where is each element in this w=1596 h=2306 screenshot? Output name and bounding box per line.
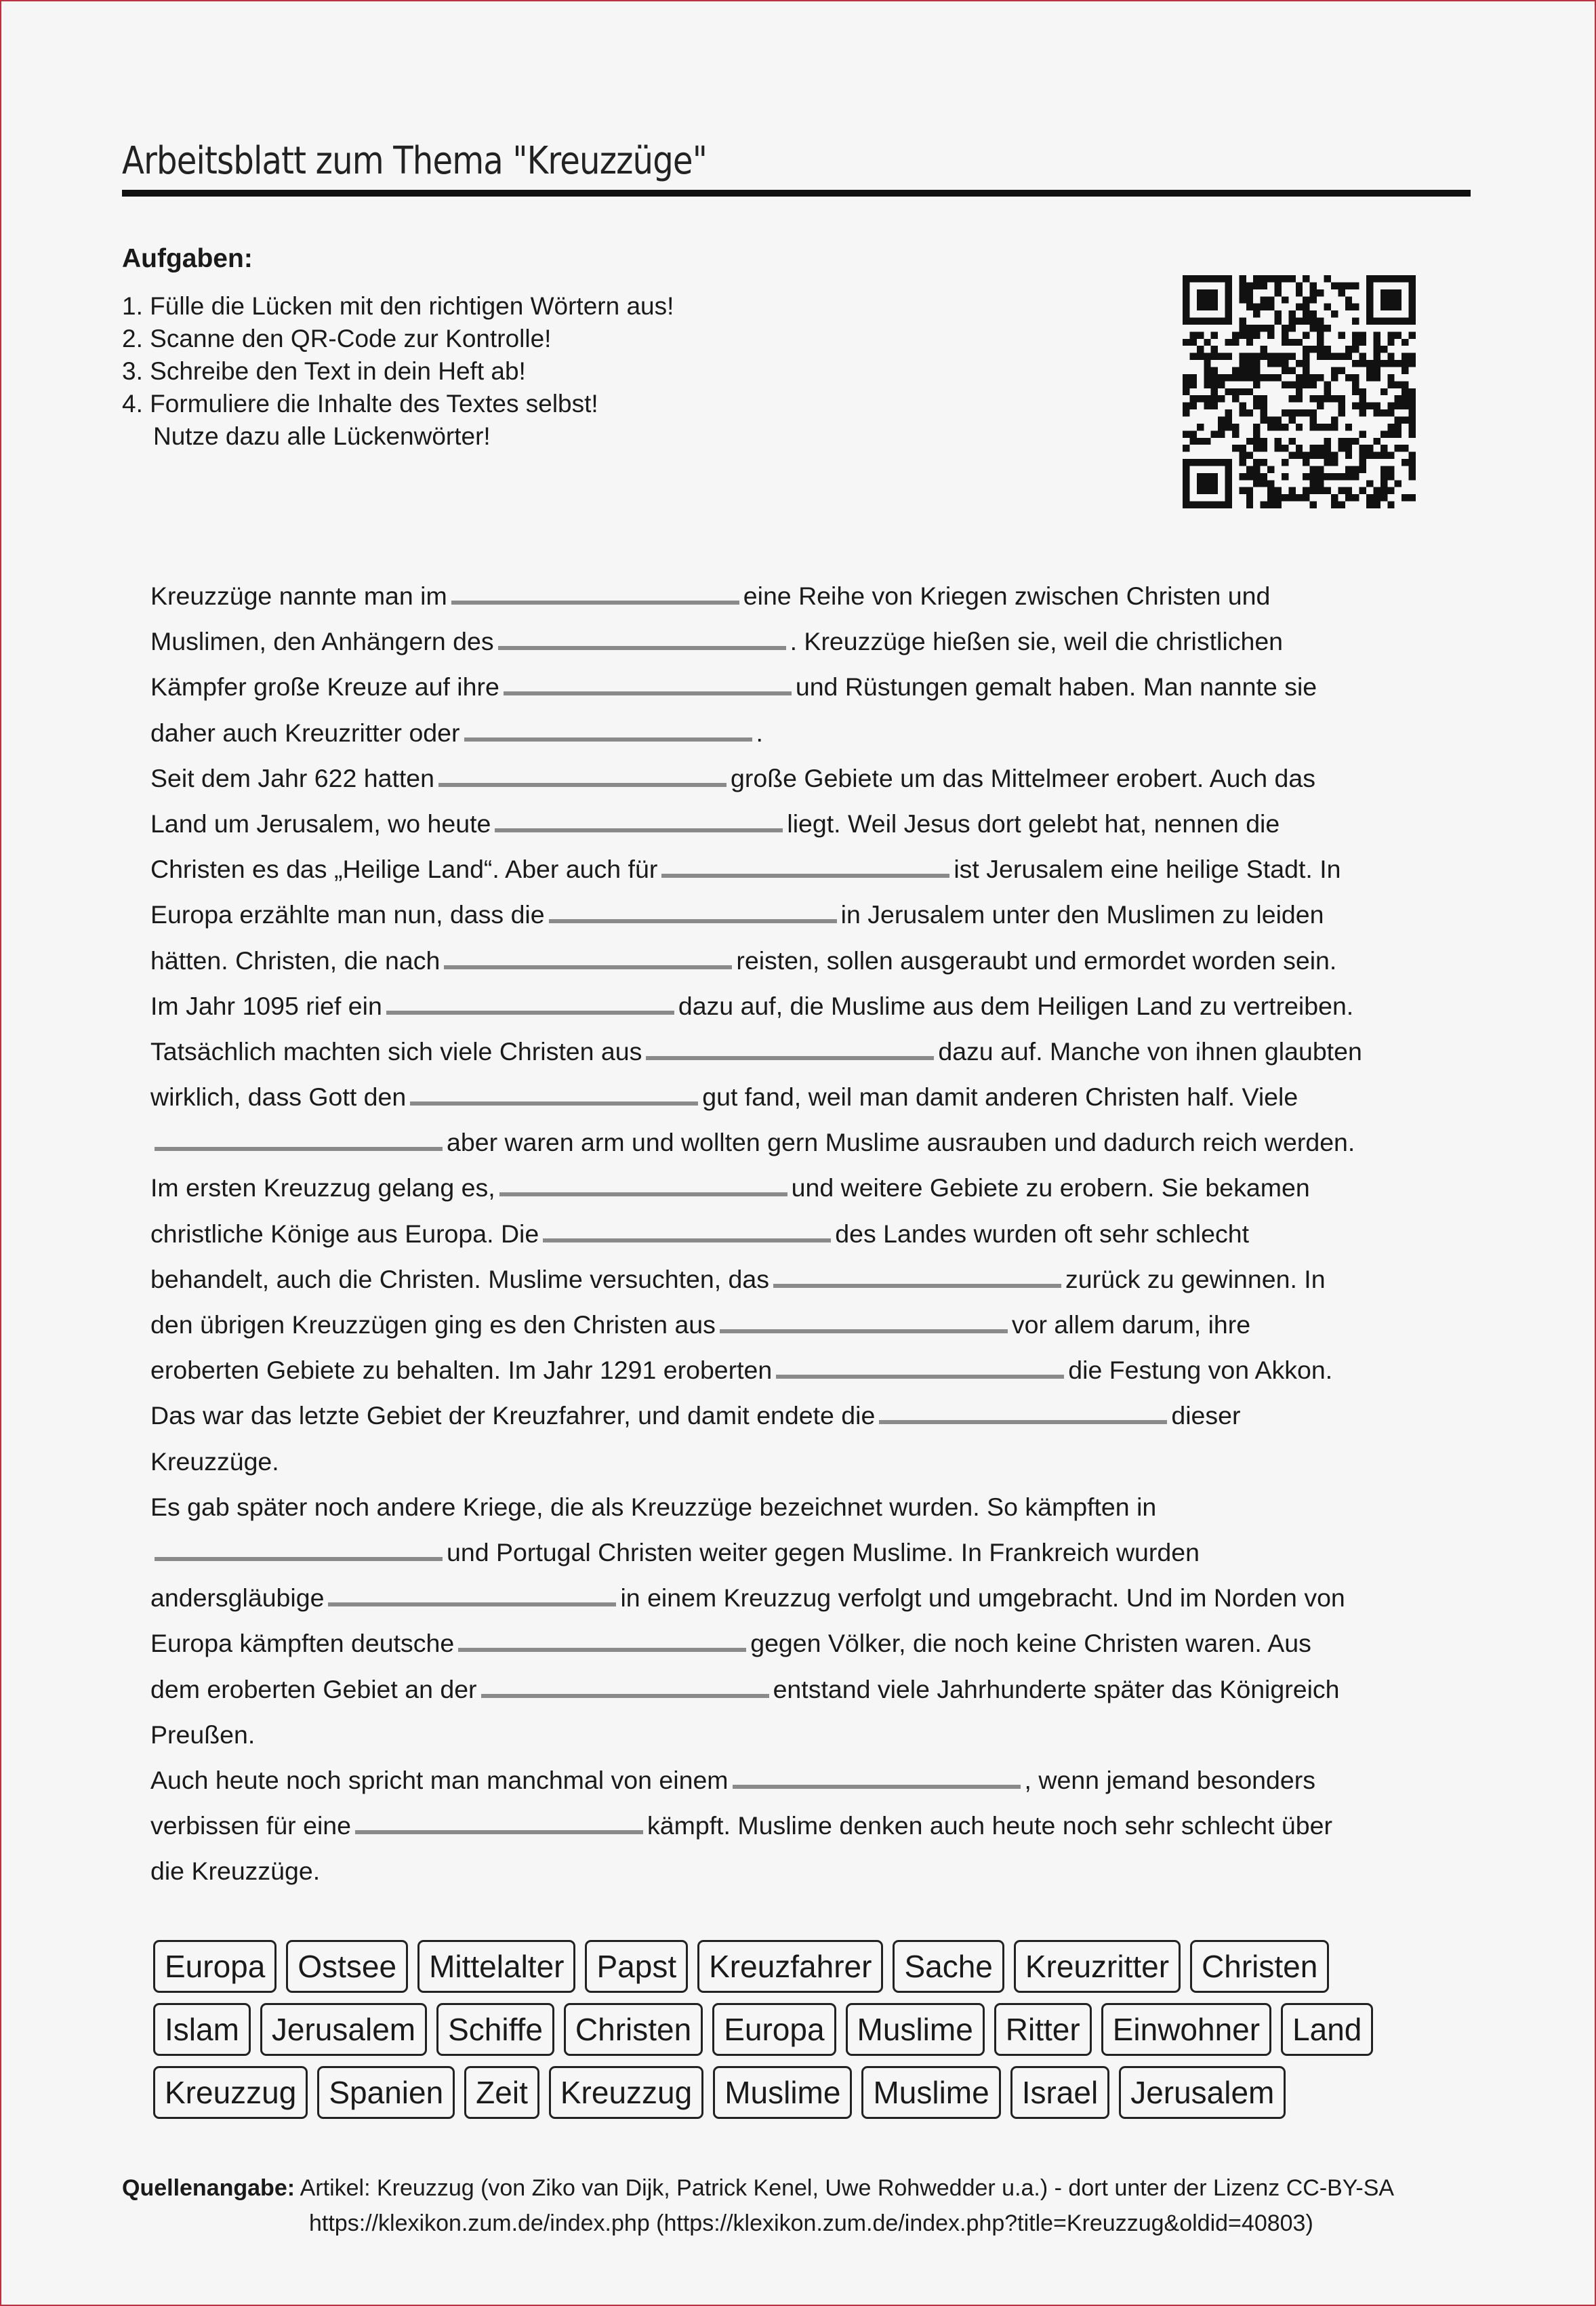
tasks-heading: Aufgaben: xyxy=(122,244,253,273)
text-segment: , wenn jemand besonders xyxy=(1024,1765,1315,1794)
blank-field[interactable] xyxy=(458,1641,746,1652)
text-line xyxy=(150,1803,1465,1848)
blank-field[interactable] xyxy=(504,685,792,695)
text-line xyxy=(150,573,1465,619)
word-chip[interactable]: Islam xyxy=(153,2003,251,2056)
word-chip[interactable]: Europa xyxy=(153,1940,277,1993)
text-line xyxy=(150,1302,1465,1348)
word-chip[interactable]: Muslime xyxy=(861,2066,1000,2119)
tasks-list xyxy=(122,290,674,453)
text-line xyxy=(150,1257,1465,1302)
blank-field[interactable] xyxy=(355,1823,643,1834)
text-segment: entstand viele Jahrhunderte später das Königreich xyxy=(773,1674,1340,1703)
text-line xyxy=(150,1393,1465,1438)
qr-code-icon[interactable] xyxy=(1183,271,1416,512)
text-segment: Kreuzzüge. xyxy=(150,1447,279,1476)
text-segment: des Landes wurden oft sehr schlecht xyxy=(835,1219,1250,1248)
task-item-continuation: Nutze dazu alle Lückenwörter! xyxy=(153,422,491,450)
task-item: 2. Scanne den QR-Code zur Kontrolle! xyxy=(122,325,552,352)
text-line xyxy=(150,1120,1465,1165)
blank-field[interactable] xyxy=(451,594,739,605)
text-segment: wirklich, dass Gott den xyxy=(150,1083,407,1112)
text-segment: zurück zu gewinnen. In xyxy=(1065,1264,1326,1293)
text-segment: in Jerusalem unter den Muslimen zu leiden xyxy=(840,900,1324,929)
blank-field[interactable] xyxy=(464,731,752,742)
word-bank-row xyxy=(153,1940,1441,1991)
text-segment: Europa erzählte man nun, dass die xyxy=(150,900,545,929)
text-segment: Muslimen, den Anhängern des xyxy=(150,627,494,656)
blank-field[interactable] xyxy=(495,822,783,832)
word-chip[interactable]: Papst xyxy=(585,1940,688,1993)
source-label: Quellenangabe: xyxy=(122,2175,295,2201)
word-chip[interactable]: Jerusalem xyxy=(1119,2066,1286,2119)
text-segment: kämpft. Muslime denken auch heute noch sehr schlecht über xyxy=(647,1811,1332,1840)
text-segment: Preußen. xyxy=(150,1720,255,1749)
text-segment: Auch heute noch spricht man manchmal von einem xyxy=(150,1765,729,1794)
word-chip[interactable]: Land xyxy=(1281,2003,1373,2056)
word-chip[interactable]: Einwohner xyxy=(1101,2003,1271,2056)
text-segment: und weitere Gebiete zu erobern. Sie bekamen xyxy=(791,1173,1310,1202)
text-segment: . xyxy=(756,718,763,747)
blank-field[interactable] xyxy=(661,867,949,878)
text-segment: Tatsächlich machten sich viele Christen aus xyxy=(150,1036,642,1066)
blank-field[interactable] xyxy=(498,639,786,650)
blank-field[interactable] xyxy=(773,1277,1061,1288)
text-segment: eroberten Gebiete zu behalten. Im Jahr 1291 eroberten xyxy=(150,1356,773,1385)
blank-field[interactable] xyxy=(155,1550,443,1561)
text-segment: andersgläubige xyxy=(150,1583,325,1613)
text-line xyxy=(150,1758,1465,1803)
blank-field[interactable] xyxy=(776,1368,1064,1379)
text-line xyxy=(150,1439,1465,1484)
word-chip[interactable]: Ritter xyxy=(994,2003,1092,2056)
blank-field[interactable] xyxy=(155,1140,443,1151)
source-line-1: Artikel: Kreuzzug (von Ziko van Dijk, Patrick Kenel, Uwe Rohwedder u.a.) - dort unter der Lizenz CC-BY-SA xyxy=(300,2175,1395,2201)
text-line xyxy=(150,1621,1465,1666)
word-chip[interactable]: Kreuzritter xyxy=(1014,1940,1181,1993)
text-segment: Im ersten Kreuzzug gelang es, xyxy=(150,1173,495,1202)
blank-field[interactable] xyxy=(646,1049,934,1060)
source-attribution xyxy=(122,2170,1394,2241)
cloze-text xyxy=(150,573,1465,1894)
text-line xyxy=(150,664,1465,710)
word-chip[interactable]: Kreuzzug xyxy=(153,2066,308,2119)
word-bank-row xyxy=(153,2066,1441,2118)
text-segment: aber waren arm und wollten gern Muslime ausrauben und dadurch reich werden. xyxy=(447,1128,1355,1157)
word-chip[interactable]: Kreuzfahrer xyxy=(697,1940,883,1993)
text-segment: und Rüstungen gemalt haben. Man nannte sie xyxy=(795,672,1317,702)
text-segment: in einem Kreuzzug verfolgt und umgebracht. Und im Norden von xyxy=(620,1583,1345,1613)
text-segment: die Festung von Akkon. xyxy=(1068,1356,1333,1385)
text-segment: Europa kämpften deutsche xyxy=(150,1629,455,1658)
text-segment: Das war das letzte Gebiet der Kreuzfahrer, und damit endete die xyxy=(150,1401,876,1430)
text-line xyxy=(150,1848,1465,1894)
blank-field[interactable] xyxy=(499,1186,787,1196)
page-title: Arbeitsblatt zum Thema "Kreuzzüge" xyxy=(122,139,707,183)
text-segment: Land um Jerusalem, wo heute xyxy=(150,809,491,838)
text-segment: reisten, sollen ausgeraubt und ermordet worden sein. xyxy=(736,946,1337,975)
word-chip[interactable]: Sache xyxy=(893,1940,1004,1993)
text-segment: christliche Könige aus Europa. Die xyxy=(150,1219,539,1248)
task-item: 3. Schreibe den Text in dein Heft ab! xyxy=(122,357,526,385)
word-chip[interactable]: Spanien xyxy=(317,2066,455,2119)
blank-field[interactable] xyxy=(481,1687,769,1698)
text-segment: dieser xyxy=(1171,1401,1241,1430)
text-line xyxy=(150,756,1465,801)
text-segment: und Portugal Christen weiter gegen Muslime. In Frankreich wurden xyxy=(447,1537,1200,1566)
word-chip[interactable]: Israel xyxy=(1010,2066,1109,2119)
text-line xyxy=(150,1074,1465,1120)
text-segment: gut fand, weil man damit anderen Christen half. Viele xyxy=(702,1083,1298,1112)
text-segment: vor allem darum, ihre xyxy=(1011,1310,1251,1339)
blank-field[interactable] xyxy=(438,776,727,787)
text-segment: verbissen für eine xyxy=(150,1811,351,1840)
text-segment: liegt. Weil Jesus dort gelebt hat, nennen die xyxy=(787,809,1280,838)
text-line xyxy=(150,847,1465,892)
text-segment: . Kreuzzüge hießen sie, weil die christlichen xyxy=(790,627,1284,656)
word-bank-row xyxy=(153,2003,1441,2055)
text-segment: Kreuzzüge nannte man im xyxy=(150,582,447,610)
text-segment: behandelt, auch die Christen. Muslime versuchten, das xyxy=(150,1264,770,1293)
blank-field[interactable] xyxy=(410,1095,698,1106)
text-segment: große Gebiete um das Mittelmeer erobert. Auch das xyxy=(731,763,1315,792)
word-chip[interactable]: Schiffe xyxy=(436,2003,554,2056)
text-segment: dazu auf, die Muslime aus dem Heiligen Land zu vertreiben. xyxy=(678,991,1354,1020)
text-segment: hätten. Christen, die nach xyxy=(150,946,441,975)
blank-field[interactable] xyxy=(328,1596,616,1606)
text-line xyxy=(150,1348,1465,1393)
text-line xyxy=(150,1667,1465,1712)
word-chip[interactable]: Mittelalter xyxy=(417,1940,575,1993)
task-item: 1. Fülle die Lücken mit den richtigen Wörtern aus! xyxy=(122,292,674,320)
text-line xyxy=(150,1165,1465,1211)
word-chip[interactable]: Zeit xyxy=(464,2066,539,2119)
text-line xyxy=(150,1575,1465,1621)
word-chip[interactable]: Ostsee xyxy=(286,1940,408,1993)
text-segment: den übrigen Kreuzzügen ging es den Christen aus xyxy=(150,1310,716,1339)
blank-field[interactable] xyxy=(879,1413,1167,1424)
text-line xyxy=(150,1530,1465,1575)
text-line xyxy=(150,801,1465,847)
text-line xyxy=(150,710,1465,756)
text-line xyxy=(150,1211,1465,1257)
word-chip[interactable]: Jerusalem xyxy=(260,2003,427,2056)
word-chip[interactable]: Kreuzzug xyxy=(549,2066,703,2119)
text-line xyxy=(150,1712,1465,1758)
word-chip[interactable]: Muslime xyxy=(846,2003,985,2056)
text-segment: Seit dem Jahr 622 hatten xyxy=(150,763,435,792)
text-segment: gegen Völker, die noch keine Christen waren. Aus xyxy=(750,1629,1311,1658)
word-chip[interactable]: Europa xyxy=(712,2003,836,2056)
text-segment: Im Jahr 1095 rief ein xyxy=(150,991,382,1020)
word-chip[interactable]: Christen xyxy=(1190,1940,1329,1993)
text-segment: daher auch Kreuzritter oder xyxy=(150,718,460,747)
text-segment: Es gab später noch andere Kriege, die als Kreuzzüge bezeichnet wurden. So kämpften in xyxy=(150,1492,1157,1521)
text-segment: die Kreuzzüge. xyxy=(150,1857,321,1886)
blank-field[interactable] xyxy=(543,1232,831,1242)
blank-field[interactable] xyxy=(386,1004,674,1015)
text-segment: Kämpfer große Kreuze auf ihre xyxy=(150,672,499,702)
text-line xyxy=(150,984,1465,1029)
blank-field[interactable] xyxy=(549,912,837,923)
text-segment: Christen es das „Heilige Land“. Aber auch für xyxy=(150,855,658,884)
word-bank xyxy=(153,1940,1441,2129)
text-segment: dem eroberten Gebiet an der xyxy=(150,1674,477,1703)
blank-field[interactable] xyxy=(444,958,732,969)
text-segment: ist Jerusalem eine heilige Stadt. In xyxy=(954,855,1341,884)
text-segment: dazu auf. Manche von ihnen glaubten xyxy=(938,1036,1362,1066)
text-segment: eine Reihe von Kriegen zwischen Christen und xyxy=(743,582,1271,610)
text-line xyxy=(150,1484,1465,1530)
text-line xyxy=(150,1029,1465,1074)
text-line xyxy=(150,892,1465,937)
word-chip[interactable]: Muslime xyxy=(713,2066,852,2119)
word-chip[interactable]: Christen xyxy=(564,2003,703,2056)
blank-field[interactable] xyxy=(720,1322,1008,1333)
task-item: 4. Formuliere die Inhalte des Textes selbst! xyxy=(122,390,598,418)
text-line xyxy=(150,619,1465,664)
blank-field[interactable] xyxy=(733,1778,1021,1789)
title-underline xyxy=(122,190,1471,197)
text-line xyxy=(150,938,1465,984)
source-line-2: https://klexikon.zum.de/index.php (https://klexikon.zum.de/index.php?title=Kreuzzug&oldid=40803) xyxy=(309,2210,1313,2236)
